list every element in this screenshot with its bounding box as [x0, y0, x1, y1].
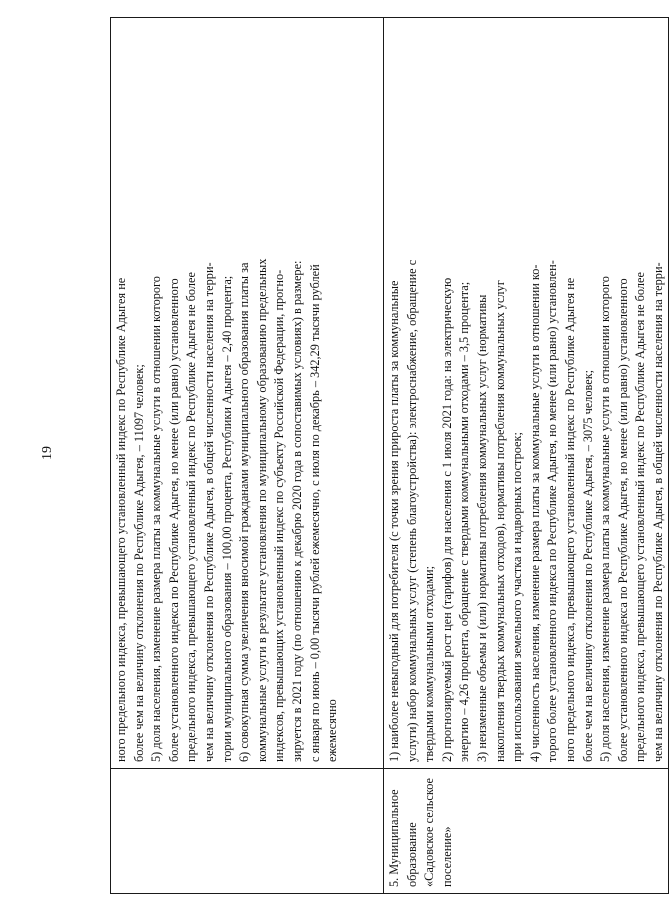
- municipality-cell: [111, 769, 384, 894]
- text-line: 4) численность населения, изменение размера платы за коммунальные услуги в отношении ко-: [527, 264, 542, 762]
- text-line: с января по июнь – 0,00 тысячи рублей ежемесячно, с июля по декабрь – 342,29 тысячи рублей: [307, 264, 322, 762]
- text-line: при использовании земельного участка и надворных построек;: [510, 432, 525, 762]
- page-number: 19: [40, 446, 55, 460]
- text-line: торого более установленного индекса по Республике Адыгея, но менее (или равно) установлен-: [545, 260, 560, 762]
- text-line: 5) доля населения, изменение размера платы за коммунальные услуги в отношении которого: [149, 276, 164, 762]
- text-line: более чем на величину отклонения по Республике Адыгея, – 3075 человек;: [580, 369, 595, 762]
- text-line: зируется в 2021 году (по отношению к декабрю 2020 года в сопоставимых условиях) в размере:: [289, 260, 304, 762]
- text-line: предельного индекса, превышающего установленный индекс по Республике Адыгея не более: [633, 272, 648, 762]
- text-line: услуги) набор коммунальных услуг (степень благоустройства): электроснабжение, обращение с: [404, 259, 419, 762]
- rotated-table-container: [110, 17, 665, 894]
- text-line: ного предельного индекса, превышающего установленный индекс по Республике Адыгея не: [114, 277, 128, 762]
- text-line: 1) наиболее невыгодный для потребителя (с точки зрения прироста платы за коммунальные: [387, 280, 401, 762]
- description-cell: [111, 18, 384, 769]
- text-line: твердыми коммунальными отходами;: [422, 566, 437, 762]
- table-row: [111, 18, 384, 894]
- text-line: энергию – 4,26 процента, обращение с твердыми коммунальными отходами – 3,5 процента;: [457, 281, 472, 762]
- text-line: 6) совокупная сумма увеличения вносимой гражданами муниципального образования платы за: [237, 262, 252, 762]
- text-line: 3) неизменные объемы и (или) нормативы потребления коммунальных услуг (нормативы: [474, 294, 489, 762]
- text-line: более чем на величину отклонения по Республике Адыгея, – 11097 человек;: [131, 364, 146, 762]
- text-line: чем на величину отклонения по Республике Адыгея, в общей численности населения на терри-: [201, 262, 216, 762]
- text-line: тории муниципального образования – 100,00 процента, Республики Адыгея – 2,40 процента;: [219, 275, 234, 762]
- municipality-name: 5. Муниципальное образование «Садовское сельское поселение»: [387, 778, 454, 887]
- text-line: предельного индекса, превышающего установленный индекс по Республике Адыгея не более: [184, 272, 199, 762]
- table-row: [384, 18, 669, 894]
- text-line: более установленного индекса по Республике Адыгея, но менее (или равно) установленного: [615, 278, 630, 762]
- text-line: 5) доля населения, изменение размера платы за коммунальные услуги в отношении которого: [598, 276, 613, 762]
- municipal-index-table: [110, 17, 669, 894]
- text-line: более установленного индекса по Республике Адыгея, но менее (или равно) установленного: [166, 278, 181, 762]
- text-line: 2) прогнозируемый рост цен (тарифов) для населения с 1 июля 2021 года: на электрическую: [439, 277, 454, 762]
- text-line: индексов, превышающих установленный индекс по субъекту Российской Федерации, прогно-: [272, 269, 287, 762]
- text-line: чем на величину отклонения по Республике Адыгея, в общей численности населения на терри-: [650, 262, 665, 762]
- description-cell: [384, 18, 669, 769]
- text-line: накопления твердых коммунальных отходов), нормативы потребления коммунальных услуг: [492, 280, 507, 762]
- municipality-cell: [384, 769, 669, 894]
- text-line: коммунальные услуги в результате установления по муниципальному образованию предельных: [254, 258, 269, 762]
- text-line: ежемесячно: [325, 699, 340, 762]
- text-line: ного предельного индекса, превышающего установленный индекс по Республике Адыгея не: [562, 277, 577, 762]
